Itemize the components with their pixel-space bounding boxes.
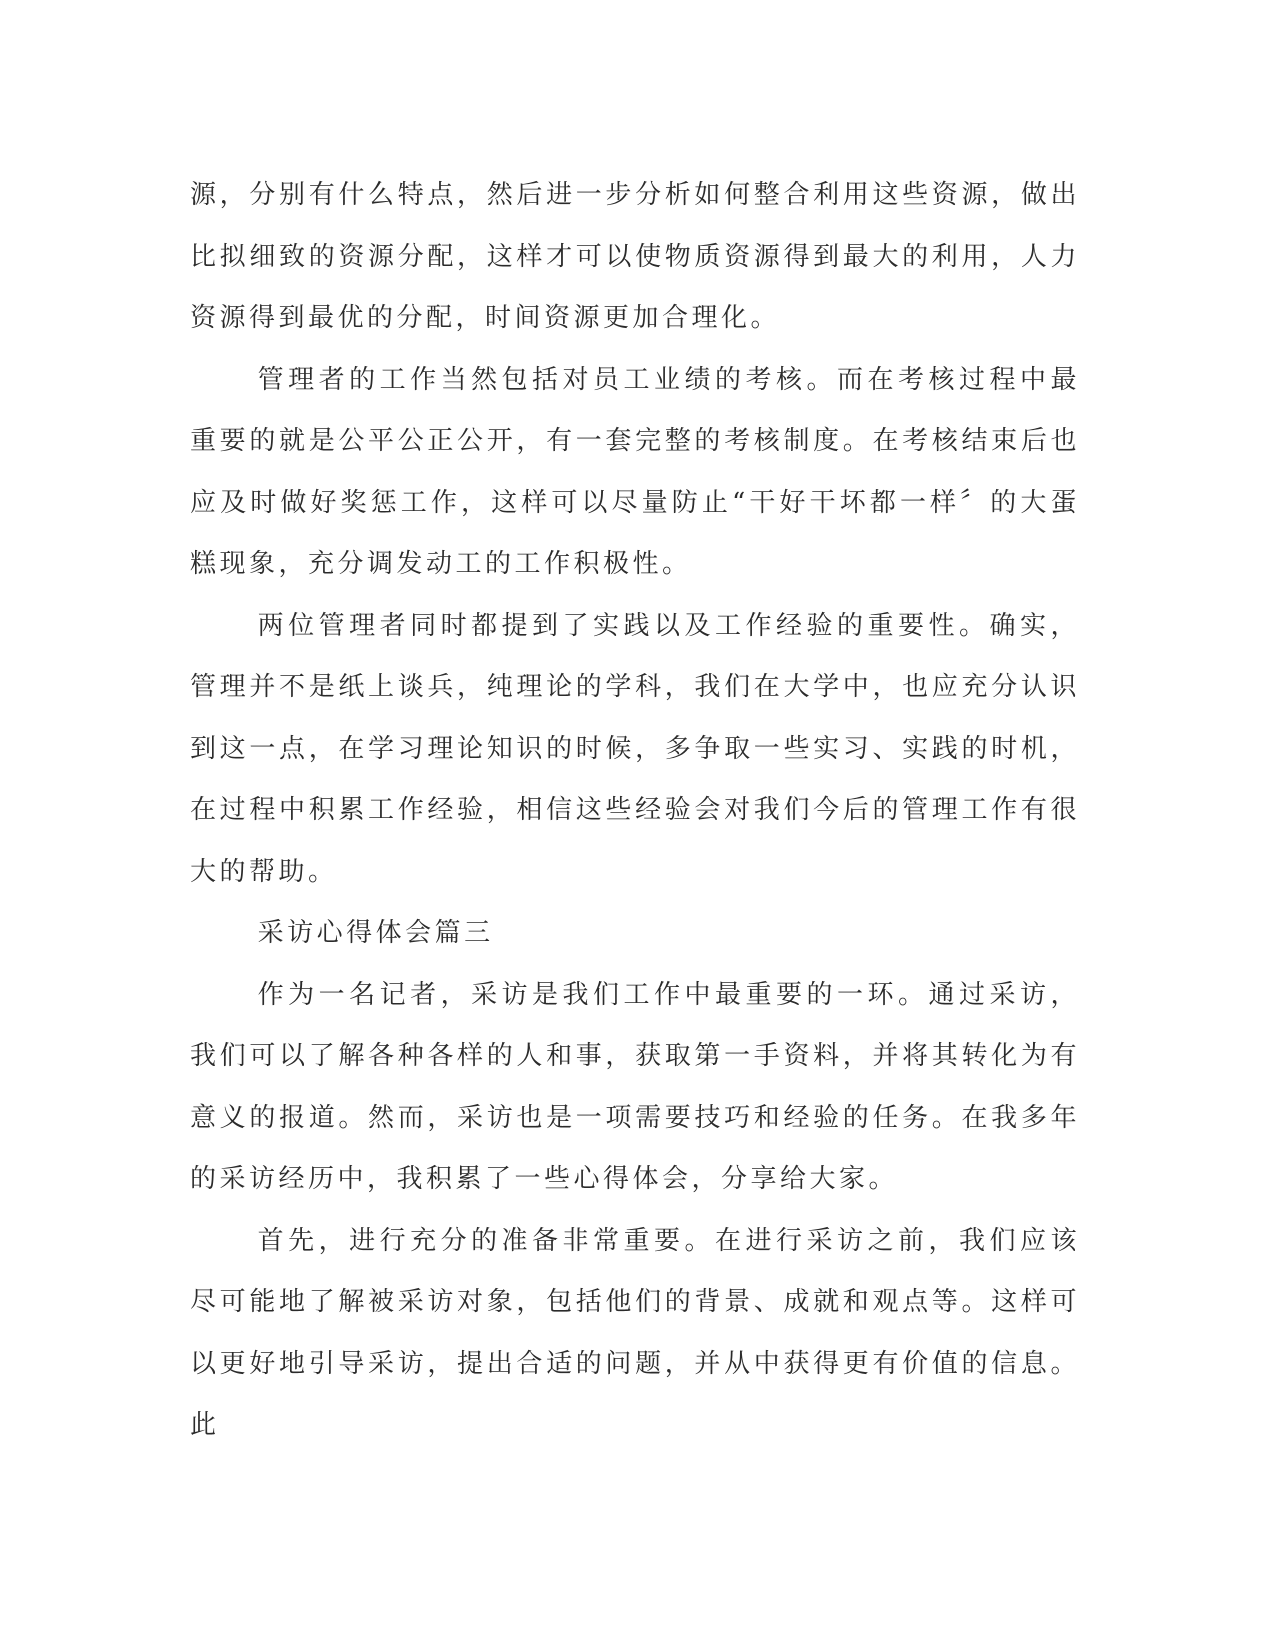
paragraph-intro: 作为一名记者，采访是我们工作中最重要的一环。通过采访，我们可以了解各种各样的人和事，获取第一手资料，并将其转化为有意义的报道。然而，采访也是一项需要技巧和经验的任务。在我多年的采访经历中，我积累了一些心得体会，分享给大家。: [190, 979, 1080, 1194]
section-heading: 采访心得体会篇三: [257, 918, 494, 948]
paragraph-practice: 两位管理者同时都提到了实践以及工作经验的重要性。确实，管理并不是纸上谈兵，纯理论的学科，我们在大学中，也应充分认识到这一点，在学习理论知识的时候，多争取一些实习、实践的时机，在过程中积累工作经验，相信这些经验会对我们今后的管理工作有很大的帮助。: [190, 610, 1080, 887]
paragraph-evaluation: 管理者的工作当然包括对员工业绩的考核。而在考核过程中最重要的就是公平公正公开，有一套完整的考核制度。在考核结束后也应及时做好奖惩工作，这样可以尽量防止“干好干坏都一样〞的大蛋糕现象，充分调发动工的工作积极性。: [190, 364, 1080, 579]
document-body: [190, 165, 1080, 1457]
paragraph-continued: 源，分别有什么特点，然后进一步分析如何整合利用这些资源，做出比拟细致的资源分配，这样才可以使物质资源得到最大的利用，人力资源得到最优的分配，时间资源更加合理化。: [190, 180, 1080, 333]
paragraph-preparation: 首先，进行充分的准备非常重要。在进行采访之前，我们应该尽可能地了解被采访对象，包括他们的背景、成就和观点等。这样可以更好地引导采访，提出合适的问题，并从中获得更有价值的信息。此: [190, 1225, 1080, 1440]
